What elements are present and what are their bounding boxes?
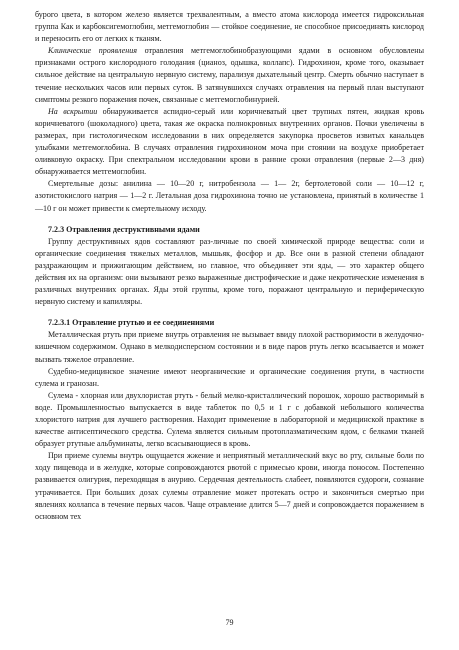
section-spacer	[35, 308, 424, 317]
page-number: 79	[225, 618, 234, 627]
paragraph-destructive: Группу деструктивных ядов составляют раз-личные по своей химической природе вещества: соли и органические соединения тяжелых металлов, мышьяк, фосфор и др. Все они в разной степени обладают раздражающим и прижигающим действием, но главное, что объединяет эти яды, — это характер общего действия их на организм: они вызывают резко выраженные дистрофические и даже некротические изменения в различных внутренних органах. Яды этой группы, кроме того, поражают центральную и периферическую нервную систему и капилляры.	[35, 236, 424, 307]
paragraph-autopsy	[35, 106, 424, 179]
paragraph-symptoms: При приеме сулемы внутрь ощущается жжение и неприятный металлический вкус во рту, сильные боли по ходу пищевода и в желудке, которые сопровождаются рвотой с примесью крови, иногда поносом. Постепенно развивается олигурия, переходящая в анурию. Сердечная деятельность слабеет, появляются судороги, сознание утрачивается. При больших дозах сулемы отравление может протекать остро и закончиться смертью при явлениях коллапса в течение первых часов. Чаще отравление длится 5—7 дней и сопровождается поражением в основном тех	[35, 451, 424, 521]
autopsy-text: обнаруживается аспидно-серый или коричневатый цвет трупных пятен, жидкая кровь коричневатого (шоколадного) цвета, такая же окраска полнокровных внутренних органов. Почки увеличены в размерах, при гистологическом исследовании в них определяется закупорка просветов извитых канальцев улыбками метгемоглобина. В случаях отравления гидрохиноном моча при стоянии на воздухе приобретает оливковую окраску. При спектральном исследовании крови в ранние сроки отравления (первые 2—3 дня) обнаруживается метгемоглобин.	[35, 106, 424, 177]
paragraph-lethal-doses: Смертельные дозы: анилина — 10—20 г, нитробензола — 1— 2г, бертолетовой соли — 10—12 г, азотистокислого натрия — 1—2 г. Летальная доза гидрохинона точно не установлена, принятый в количестве 1—10 г он может привести к смертельному исходу.	[35, 179, 424, 213]
section-heading-destructive: 7.2.3 Отравления деструктивными ядами	[48, 224, 200, 234]
section-spacer	[35, 215, 424, 224]
paragraph-clinical	[35, 45, 424, 105]
clinical-lead: Клинические проявления	[48, 46, 137, 56]
section-heading-mercury: 7.2.3.1 Отравление ртутью и ее соединениями	[48, 318, 215, 328]
autopsy-lead: На вскрытии	[48, 106, 98, 116]
paragraph-methemoglobin: бурого цвета, в котором железо является трехвалентным, а вместо атома кислорода имеется гидроксильная группа Как и карбоксигемоглобин, метгемоглобин — стойкое соединение, не способное присоединять кислород и переносить его от легких к тканям.	[35, 10, 424, 44]
paragraph-sublimate: Сулема - хлорная или двухлористая ртуть - белый мелко-кристаллический порошок, хорошо растворимый в воде. Промышленностью выпускается в виде таблеток по 0,5 и 1 г с добавкой небольшого количества хлористого натрия для лучшего растворения. Находит применение в лабораторной и медицинской практике в качестве антисептического средства. Сулема является сильным протоплазматическим ядом, с белками тканей образует ртутные альбуминаты, легко всасывающиеся в кровь.	[35, 390, 424, 449]
paragraph-metallic-mercury: Металлическая ртуть при приеме внутрь отравления не вызывает ввиду плохой растворимости в желудочно-кишечном содержимом. Однако в мелкодисперсном состоянии и в виде паров ртуть легко всасывается и может вызвать тяжелое отравление.	[35, 330, 424, 364]
paragraph-forensic: Судебно-медицинское значение имеют неорганические и органические соединения ртути, в частности сулема и гранозан.	[35, 366, 424, 388]
clinical-text: отравления метгемоглобинобразующими ядами в основном обусловлены признаками острого кислородного голодания (цианоз, одышка, коллапс). Гидрохинон, кроме того, оказывает сильное действие на центральную нервную систему, парализуя дыхательный центр. Смерть обычно наступает в течение нескольких часов или первых суток. В затянувшихся случаях отравления на первый план выступают симптомы резкого поражения почек, связанные с метгемоглобинурией.	[35, 46, 424, 104]
